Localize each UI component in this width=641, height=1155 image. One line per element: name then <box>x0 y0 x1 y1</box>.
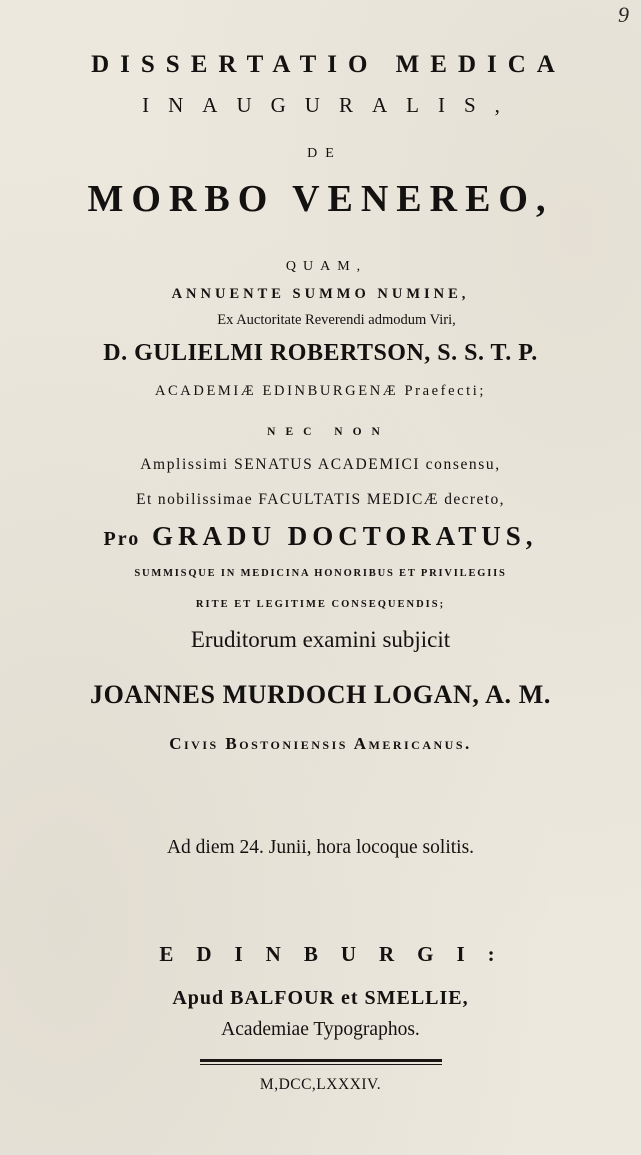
civis-line: Civis Bostoniensis Americanus. <box>169 734 472 753</box>
author-line: JOANNES MURDOCH LOGAN, A. M. <box>90 680 551 709</box>
imprint-typographos: Academiae Typographos. <box>221 1019 420 1040</box>
title-line-2: INAUGURALIS, <box>142 93 519 117</box>
annuente-line: ANNUENTE SUMMO NUMINE, <box>171 286 470 302</box>
imprint-year: M,DCC,LXXXIV. <box>259 1076 382 1093</box>
gradu-doctoratus: GRADU DOCTORATUS, <box>151 521 538 551</box>
pro-word: Pro <box>103 528 141 550</box>
title-line-3: DE <box>307 146 342 161</box>
title-line-4: MORBO VENEREO, <box>87 178 554 220</box>
double-rule-top <box>200 1059 442 1062</box>
auctoritate-line: Ex Auctoritate Reverendi admodum Viri, <box>217 312 456 328</box>
imprint-city: EDINBURGI: <box>159 942 518 966</box>
quam-line: QUAM, <box>285 259 368 274</box>
praeses-name-line: D. GULIELMI ROBERTSON, S. S. T. P. <box>103 340 538 366</box>
senatus-line: Amplissimi SENATUS ACADEMICI consensu, <box>140 456 501 473</box>
double-rule-bottom <box>200 1064 442 1065</box>
academiae-line: ACADEMIÆ EDINBURGENÆ Praefecti; <box>154 383 487 399</box>
necnon-line: NEC NON <box>267 426 390 438</box>
gradu-line <box>0 523 641 550</box>
title-line-1: DISSERTATIO MEDICA <box>91 51 566 78</box>
imprint-printers: Apud BALFOUR et SMELLIE, <box>172 987 469 1009</box>
page-number: 9 <box>618 2 629 27</box>
eruditorum-line: Eruditorum examini subjicit <box>190 627 451 652</box>
facultatis-line: Et nobilissimae FACULTATIS MEDICÆ decreto, <box>136 491 505 508</box>
date-line: Ad diem 24. Junii, hora locoque solitis. <box>166 837 475 858</box>
rite-line: RITE ET LEGITIME CONSEQUENDIS; <box>195 599 446 610</box>
summisque-line: SUMMISQUE IN MEDICINA HONORIBUS ET PRIVILEGIIS <box>134 568 507 579</box>
